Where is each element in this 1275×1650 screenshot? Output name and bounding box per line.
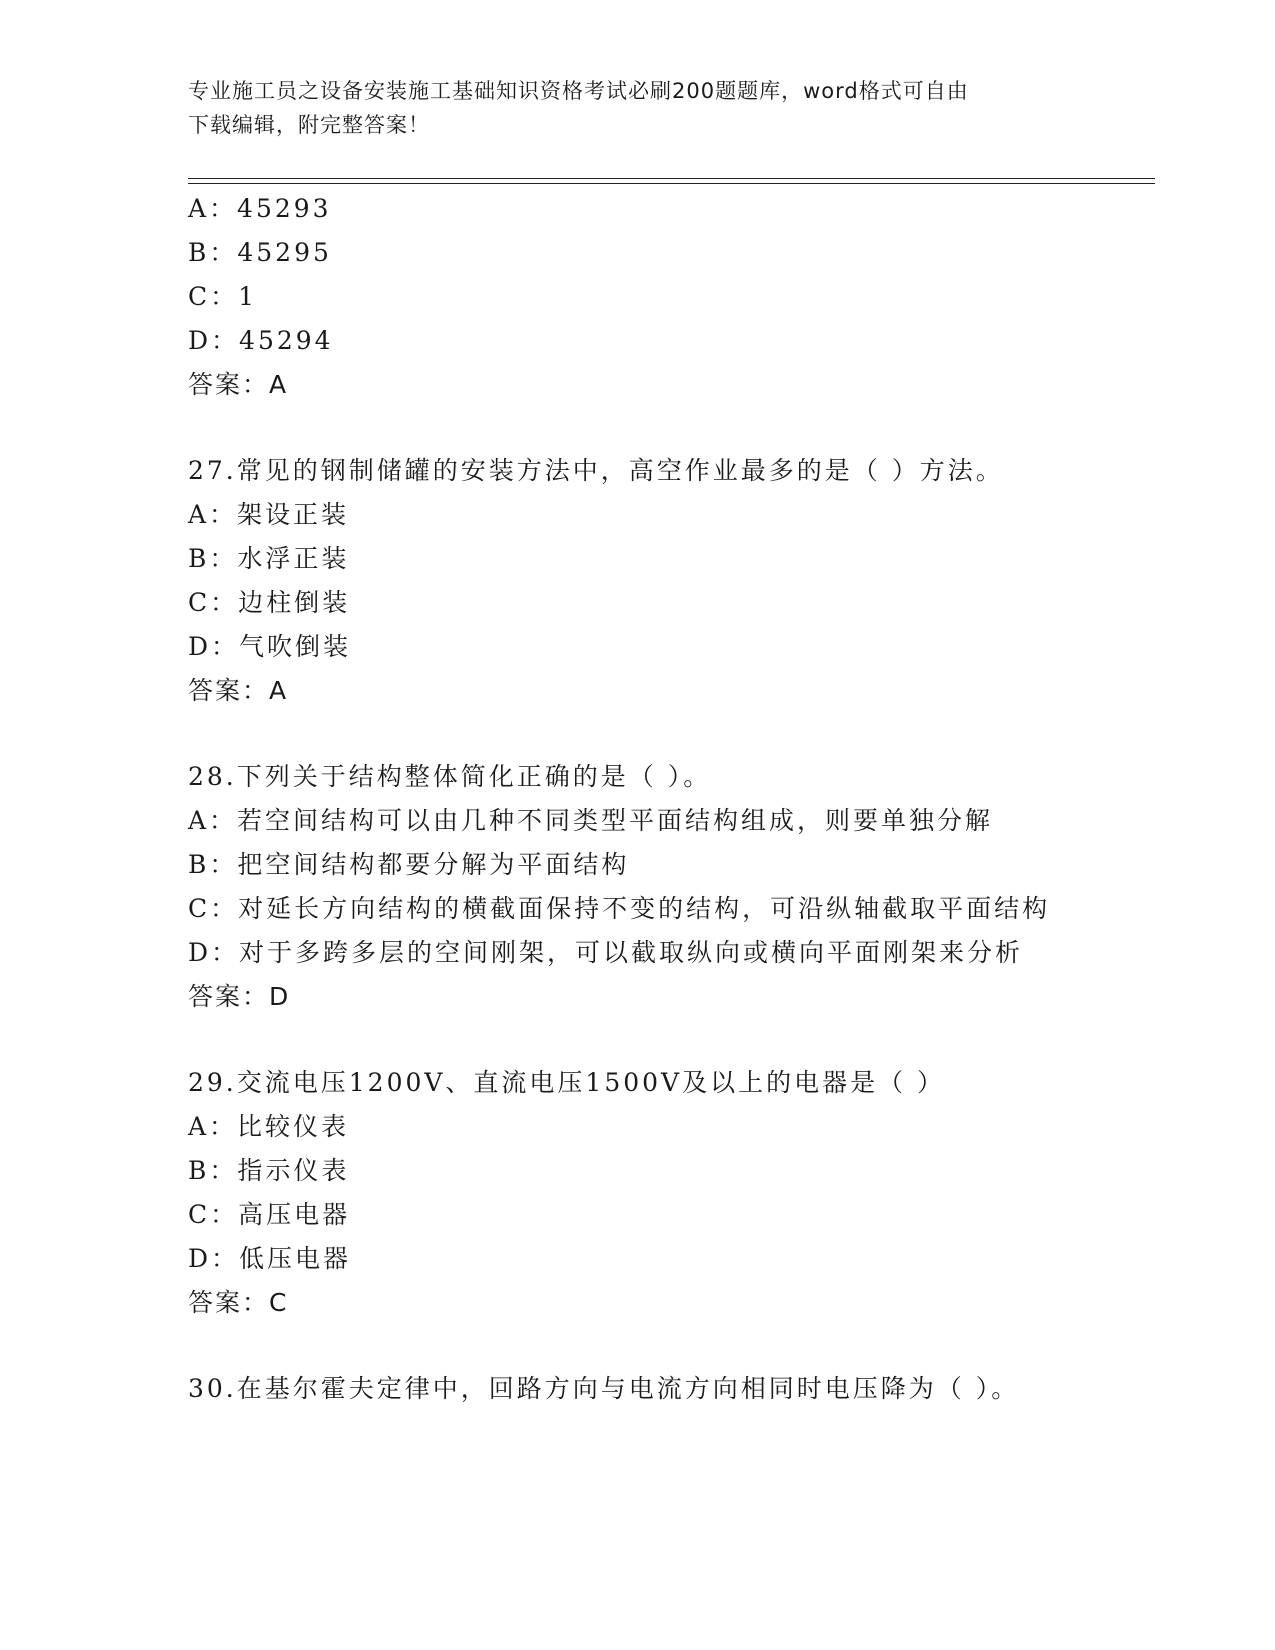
header-line-1: 专业施工员之设备安装施工基础知识资格考试必刷200题题库，word格式可自由	[188, 79, 969, 103]
q28-option-b: B：把空间结构都要分解为平面结构	[188, 850, 630, 879]
q26-answer: 答案：A	[188, 370, 289, 399]
q28-stem: 28.下列关于结构整体简化正确的是（ ）。	[188, 762, 712, 791]
q26-option-b: B：45295	[188, 238, 332, 267]
header-rule-top	[188, 178, 1155, 179]
q29-option-a: A：比较仪表	[188, 1112, 350, 1141]
q29-option-d: D：低压电器	[188, 1244, 352, 1273]
q28-answer: 答案：D	[188, 982, 291, 1011]
q27-answer: 答案：A	[188, 676, 289, 705]
q30-stem: 30.在基尔霍夫定律中，回路方向与电流方向相同时电压降为（ ）。	[188, 1374, 1020, 1403]
q29-stem: 29.交流电压1200V、直流电压1500V及以上的电器是（ ）	[188, 1068, 946, 1097]
q29-answer: 答案：C	[188, 1288, 289, 1317]
q27-option-d: D：气吹倒装	[188, 632, 352, 661]
q29-option-c: C：高压电器	[188, 1200, 351, 1229]
q27-option-c: C：边柱倒装	[188, 588, 351, 617]
q28-option-c: C：对延长方向结构的横截面保持不变的结构，可沿纵轴截取平面结构	[188, 894, 1051, 923]
header-rule-bottom	[188, 183, 1155, 184]
q28-option-a: A：若空间结构可以由几种不同类型平面结构组成，则要单独分解	[188, 806, 994, 835]
document-header	[188, 74, 1088, 142]
header-line-2: 下载编辑，附完整答案！	[188, 113, 430, 137]
q29-option-b: B：指示仪表	[188, 1156, 350, 1185]
q27-stem: 27.常见的钢制储罐的安装方法中，高空作业最多的是（ ）方法。	[188, 456, 1004, 485]
q27-option-a: A：架设正装	[188, 500, 350, 529]
q26-option-d: D：45294	[188, 326, 334, 355]
q26-option-a: A：45293	[188, 194, 332, 223]
q28-option-d: D：对于多跨多层的空间刚架，可以截取纵向或横向平面刚架来分析	[188, 938, 1024, 967]
q26-option-c: C：1	[188, 282, 258, 311]
q27-option-b: B：水浮正装	[188, 544, 350, 573]
